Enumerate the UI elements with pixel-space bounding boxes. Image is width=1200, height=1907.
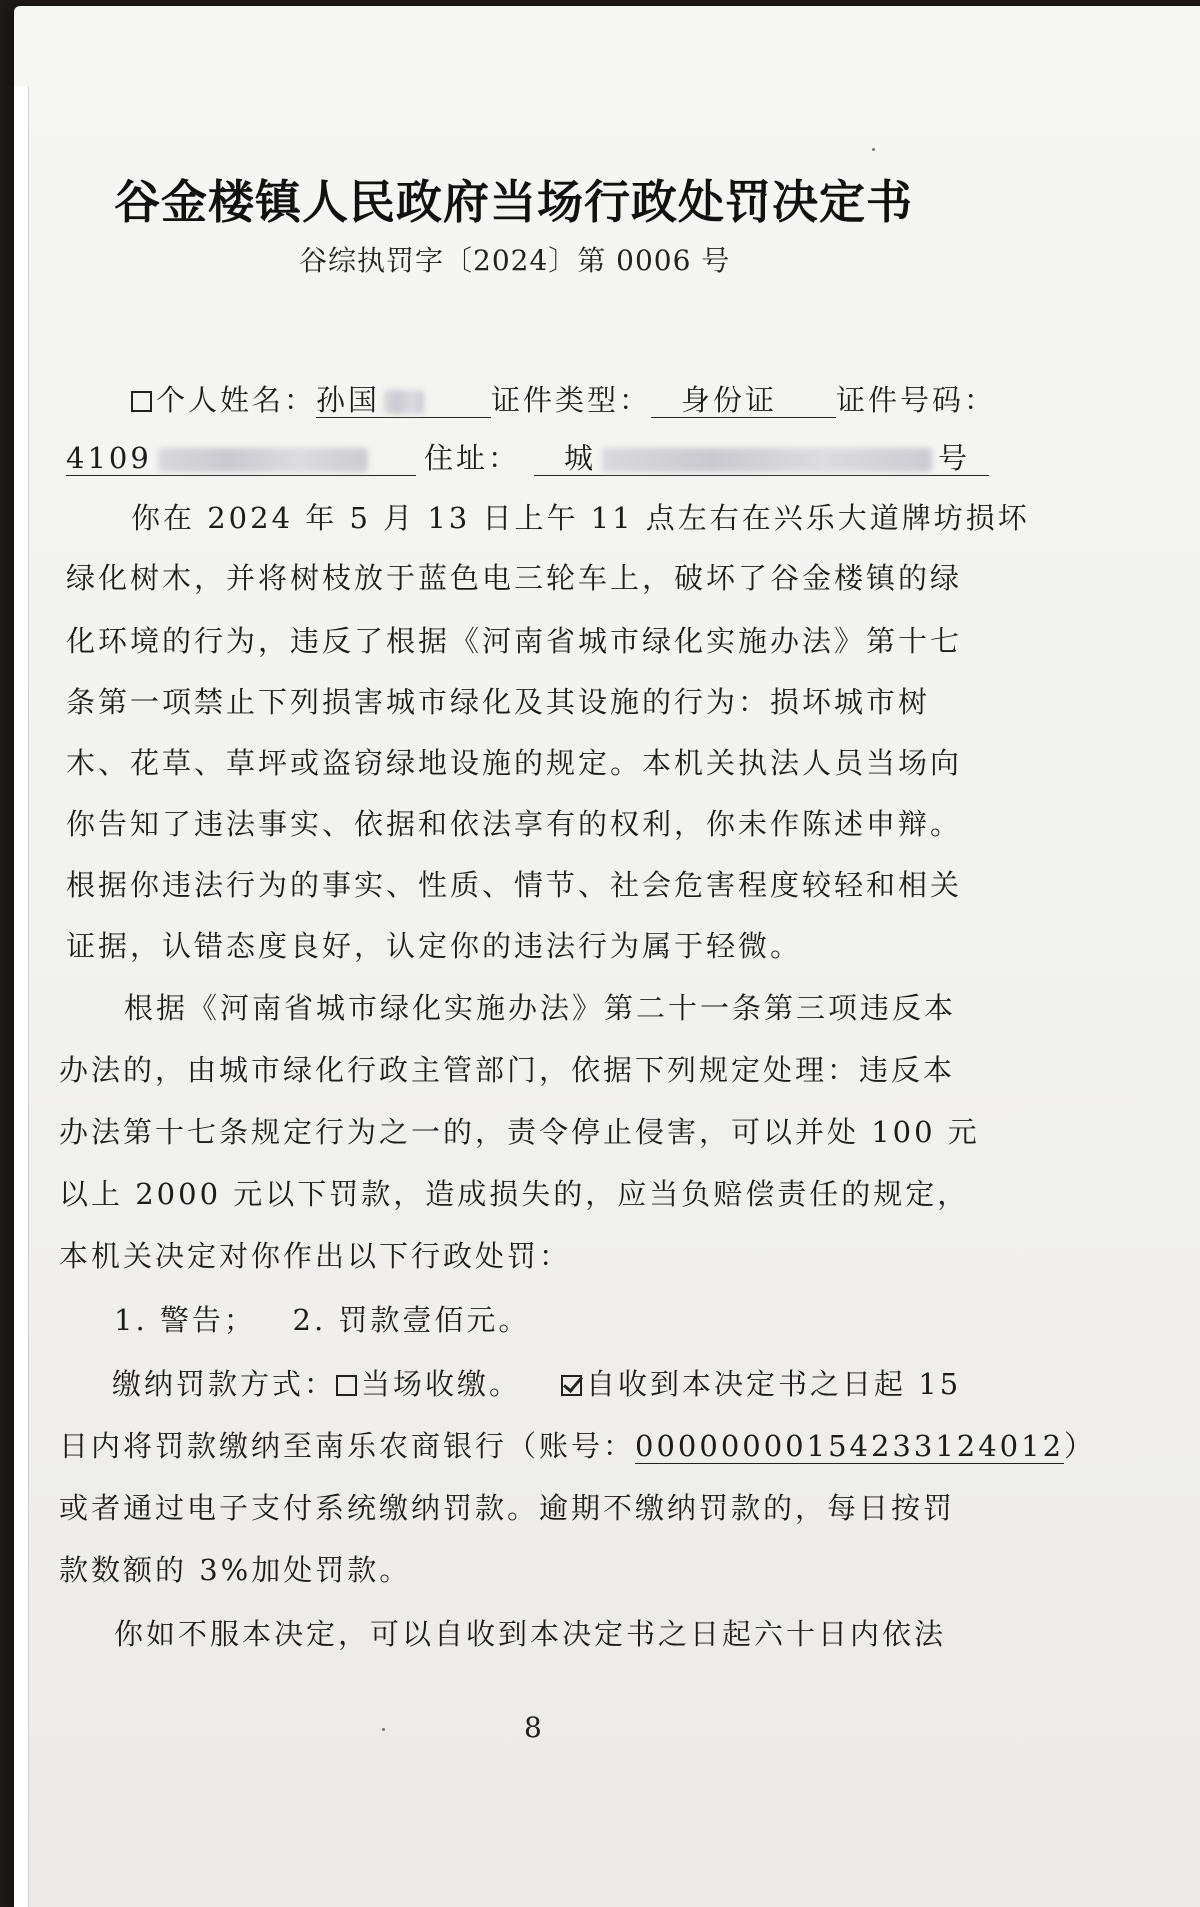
document-page <box>14 6 1200 1907</box>
payment-label: 缴纳罚款方式： <box>112 1367 337 1401</box>
bank-account-number: 00000000154233124012 <box>635 1429 1065 1463</box>
paragraph1-line-7: 根据你违法行为的事实、性质、情节、社会危害程度较轻和相关 <box>66 868 963 902</box>
party-info-line-2 <box>66 436 989 477</box>
paragraph2-line-1: 根据《河南省城市绿化实施办法》第二十一条第三项违反本 <box>124 991 957 1025</box>
paragraph1-line-1: 你在 2024 年 5 月 13 日上午 11 点左右在兴乐大道牌坊损坏 <box>131 501 1030 535</box>
party-info-line-1 <box>131 378 996 419</box>
paragraph2-line-4: 以上 2000 元以下罚款，造成损失的，应当负赔偿责任的规定， <box>59 1177 970 1211</box>
penalties-line: 1. 警告； 2. 罚款壹佰元。 <box>114 1303 531 1337</box>
paragraph2-line-3: 办法第十七条规定行为之一的，责令停止侵害，可以并处 100 元 <box>59 1115 980 1149</box>
paragraph1-line-5: 木、花草、草坪或盗窃绿地设施的规定。本机关执法人员当场向 <box>66 746 963 780</box>
individual-checkbox[interactable] <box>131 391 152 412</box>
document-title: 谷金楼镇人民政府当场行政处罚决定书 <box>114 175 913 229</box>
paragraph1-line-4: 条第一项禁止下列损害城市绿化及其设施的行为：损坏城市树 <box>66 685 931 719</box>
redacted-address <box>602 448 932 472</box>
paragraph2-line-2: 办法的，由城市绿化行政主管部门，依据下列规定处理：违反本 <box>59 1053 956 1087</box>
id-number-label: 证件号码： <box>836 383 997 417</box>
redacted-id-number <box>158 448 368 472</box>
paragraph1-line-8: 证据，认错态度良好，认定你的违法行为属于轻微。 <box>66 929 803 963</box>
id-type-field: 身份证 <box>651 384 836 418</box>
id-number-field: 4109 <box>66 442 416 476</box>
appeal-line: 你如不服本决定，可以自收到本决定书之日起六十日内依法 <box>114 1617 947 1651</box>
payment-line-2: 日内将罚款缴纳至南乐农商银行（账号：00000000154233124012） <box>59 1429 1097 1463</box>
address-label: 住址： <box>424 441 521 475</box>
paragraph1-line-6: 你告知了违法事实、依据和依法享有的权利，你未作陈述申辩。 <box>66 807 963 841</box>
address-field: 城 号 <box>534 442 989 476</box>
page-edge <box>14 86 29 1907</box>
document-number: 谷综执罚字〔2024〕第 0006 号 <box>299 244 731 277</box>
on-site-option: 当场收缴。 <box>361 1367 522 1401</box>
speck <box>872 148 875 151</box>
name-field: 孙国 <box>316 384 491 418</box>
on-site-checkbox[interactable] <box>336 1375 357 1396</box>
name-label: 个人姓名： <box>156 383 317 417</box>
id-type-label: 证件类型： <box>491 383 652 417</box>
bank-transfer-option: 自收到本决定书之日起 15 <box>586 1367 962 1401</box>
redacted-name <box>384 390 424 414</box>
payment-line-3: 或者通过电子支付系统缴纳罚款。逾期不缴纳罚款的，每日按罚 <box>59 1491 956 1525</box>
page-number: 8 <box>524 1711 542 1744</box>
bank-transfer-checkbox[interactable] <box>561 1375 582 1396</box>
payment-line-1 <box>112 1362 961 1403</box>
paragraph2-line-5: 本机关决定对你作出以下行政处罚： <box>59 1239 572 1273</box>
speck <box>382 1728 385 1731</box>
payment-line-4: 款数额的 3%加处罚款。 <box>59 1553 412 1587</box>
paragraph1-line-2: 绿化树木，并将树枝放于蓝色电三轮车上，破坏了谷金楼镇的绿 <box>66 561 963 595</box>
paragraph1-line-3: 化环境的行为，违反了根据《河南省城市绿化实施办法》第十七 <box>66 624 963 658</box>
